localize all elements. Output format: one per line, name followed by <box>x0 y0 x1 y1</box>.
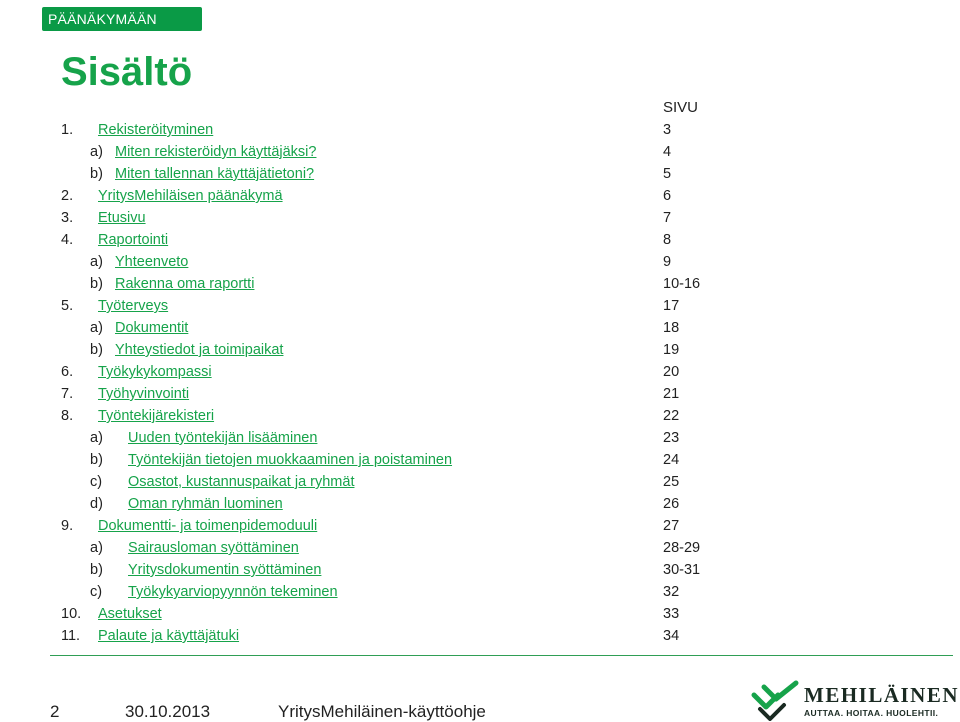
toc-number: a) <box>90 430 103 446</box>
toc-page-number: 23 <box>663 430 680 446</box>
toc-row <box>0 119 960 141</box>
toc-number: b) <box>90 342 103 358</box>
toc-row <box>0 515 960 537</box>
toc-link[interactable]: Miten tallennan käyttäjätietoni? <box>115 166 315 182</box>
toc-row <box>0 141 960 163</box>
toc-page-number: 6 <box>663 188 672 204</box>
logo-symbol-icon <box>750 679 800 721</box>
toc-number: a) <box>90 254 103 270</box>
toc-page-number: 7 <box>663 210 672 226</box>
toc-page-number: 34 <box>663 628 680 644</box>
toc-number: 11. <box>61 628 81 644</box>
toc-link[interactable]: Yritysdokumentin syöttäminen <box>128 562 322 578</box>
toc-page-number: 8 <box>663 232 672 248</box>
toc-number: c) <box>90 474 103 490</box>
footer-divider <box>50 655 953 656</box>
toc-number: b) <box>90 276 103 292</box>
toc-page-number: 33 <box>663 606 680 622</box>
toc-link[interactable]: Yhteenveto <box>115 254 189 270</box>
toc-number: d) <box>90 496 103 512</box>
toc-link[interactable]: Rakenna oma raportti <box>115 276 255 292</box>
toc-number: b) <box>90 452 103 468</box>
toc-link[interactable]: Työntekijärekisteri <box>98 408 215 424</box>
toc-number: b) <box>90 562 103 578</box>
toc-number: 9. <box>61 518 74 534</box>
page-column-header: SIVU <box>663 99 699 116</box>
toc-number: 1. <box>61 122 74 138</box>
logo-tagline: AUTTAA. HOITAA. HUOLEHTII. <box>804 708 939 718</box>
toc-number: 8. <box>61 408 74 424</box>
home-view-button[interactable]: PÄÄNÄKYMÄÄN <box>42 7 202 31</box>
toc-link[interactable]: Työhyvinvointi <box>98 386 190 402</box>
toc-link[interactable]: Yhteystiedot ja toimipaikat <box>115 342 284 358</box>
toc-number: 2. <box>61 188 74 204</box>
toc-link[interactable]: Miten rekisteröidyn käyttäjäksi? <box>115 144 317 160</box>
toc-row <box>0 185 960 207</box>
toc-number: a) <box>90 540 103 556</box>
toc-link[interactable]: Rekisteröityminen <box>98 122 214 138</box>
toc-row <box>0 493 960 515</box>
toc-row <box>0 449 960 471</box>
toc-number: 3. <box>61 210 74 226</box>
toc-link[interactable]: Dokumentit <box>115 320 189 336</box>
toc-row <box>0 295 960 317</box>
toc-row <box>0 559 960 581</box>
toc-link[interactable]: Työkykykompassi <box>98 364 212 380</box>
toc-number: a) <box>90 320 103 336</box>
toc-number: 6. <box>61 364 74 380</box>
toc-page-number: 32 <box>663 584 680 600</box>
toc-row <box>0 405 960 427</box>
toc-row <box>0 471 960 493</box>
toc-number: 10. <box>61 606 82 622</box>
toc-page-number: 21 <box>663 386 680 402</box>
toc-row <box>0 163 960 185</box>
toc-link[interactable]: Työkykyarviopyynnön tekeminen <box>128 584 338 600</box>
toc-page-number: 4 <box>663 144 672 160</box>
toc-page-number: 10-16 <box>663 276 701 292</box>
toc-number: c) <box>90 584 103 600</box>
toc-link[interactable]: Oman ryhmän luominen <box>128 496 283 512</box>
toc-page-number: 30-31 <box>663 562 701 578</box>
toc-row <box>0 317 960 339</box>
toc-page-number: 19 <box>663 342 680 358</box>
toc-page-number: 18 <box>663 320 680 336</box>
footer-page-number: 2 <box>50 702 60 721</box>
toc-number: a) <box>90 144 103 160</box>
toc-link[interactable]: YritysMehiläisen päänäkymä <box>98 188 283 204</box>
toc-number: b) <box>90 166 103 182</box>
toc-row <box>0 207 960 229</box>
toc-number: 5. <box>61 298 74 314</box>
toc-page-number: 24 <box>663 452 680 468</box>
toc-row <box>0 603 960 625</box>
toc-row <box>0 625 960 647</box>
toc-link[interactable]: Osastot, kustannuspaikat ja ryhmät <box>128 474 355 490</box>
footer-document-title: YritysMehiläinen-käyttöohje <box>278 702 486 721</box>
toc-row <box>0 581 960 603</box>
toc-page-number: 28-29 <box>663 540 701 556</box>
toc-number: 4. <box>61 232 74 248</box>
mehilainen-logo <box>750 679 960 721</box>
toc-page-number: 9 <box>663 254 672 270</box>
page-title: Sisältö <box>61 50 193 94</box>
toc-page-number: 27 <box>663 518 680 534</box>
footer-date: 30.10.2013 <box>125 702 211 721</box>
toc-page-number: 22 <box>663 408 680 424</box>
toc-link[interactable]: Uuden työntekijän lisääminen <box>128 430 318 446</box>
logo-wordmark: MEHILÄINEN <box>804 683 960 707</box>
toc-row <box>0 427 960 449</box>
toc-number: 7. <box>61 386 74 402</box>
toc-row <box>0 383 960 405</box>
toc-page-number: 20 <box>663 364 680 380</box>
toc-row <box>0 229 960 251</box>
toc-link[interactable]: Työntekijän tietojen muokkaaminen ja poistaminen <box>128 452 453 468</box>
toc-link[interactable]: Etusivu <box>98 210 146 226</box>
toc-row <box>0 339 960 361</box>
toc-row <box>0 251 960 273</box>
toc-row <box>0 273 960 295</box>
toc-page-number: 26 <box>663 496 680 512</box>
toc-page-number: 5 <box>663 166 672 182</box>
toc-page-number: 17 <box>663 298 680 314</box>
toc-link[interactable]: Palaute ja käyttäjätuki <box>98 628 240 644</box>
toc-link[interactable]: Sairausloman syöttäminen <box>128 540 299 556</box>
toc-row <box>0 361 960 383</box>
toc-link[interactable]: Dokumentti- ja toimenpidemoduuli <box>98 518 318 534</box>
toc-link[interactable]: Työterveys <box>98 298 169 314</box>
toc-page-number: 3 <box>663 122 672 138</box>
toc-link[interactable]: Raportointi <box>98 232 169 248</box>
toc-page-number: 25 <box>663 474 680 490</box>
toc-row <box>0 537 960 559</box>
toc-link[interactable]: Asetukset <box>98 606 162 622</box>
